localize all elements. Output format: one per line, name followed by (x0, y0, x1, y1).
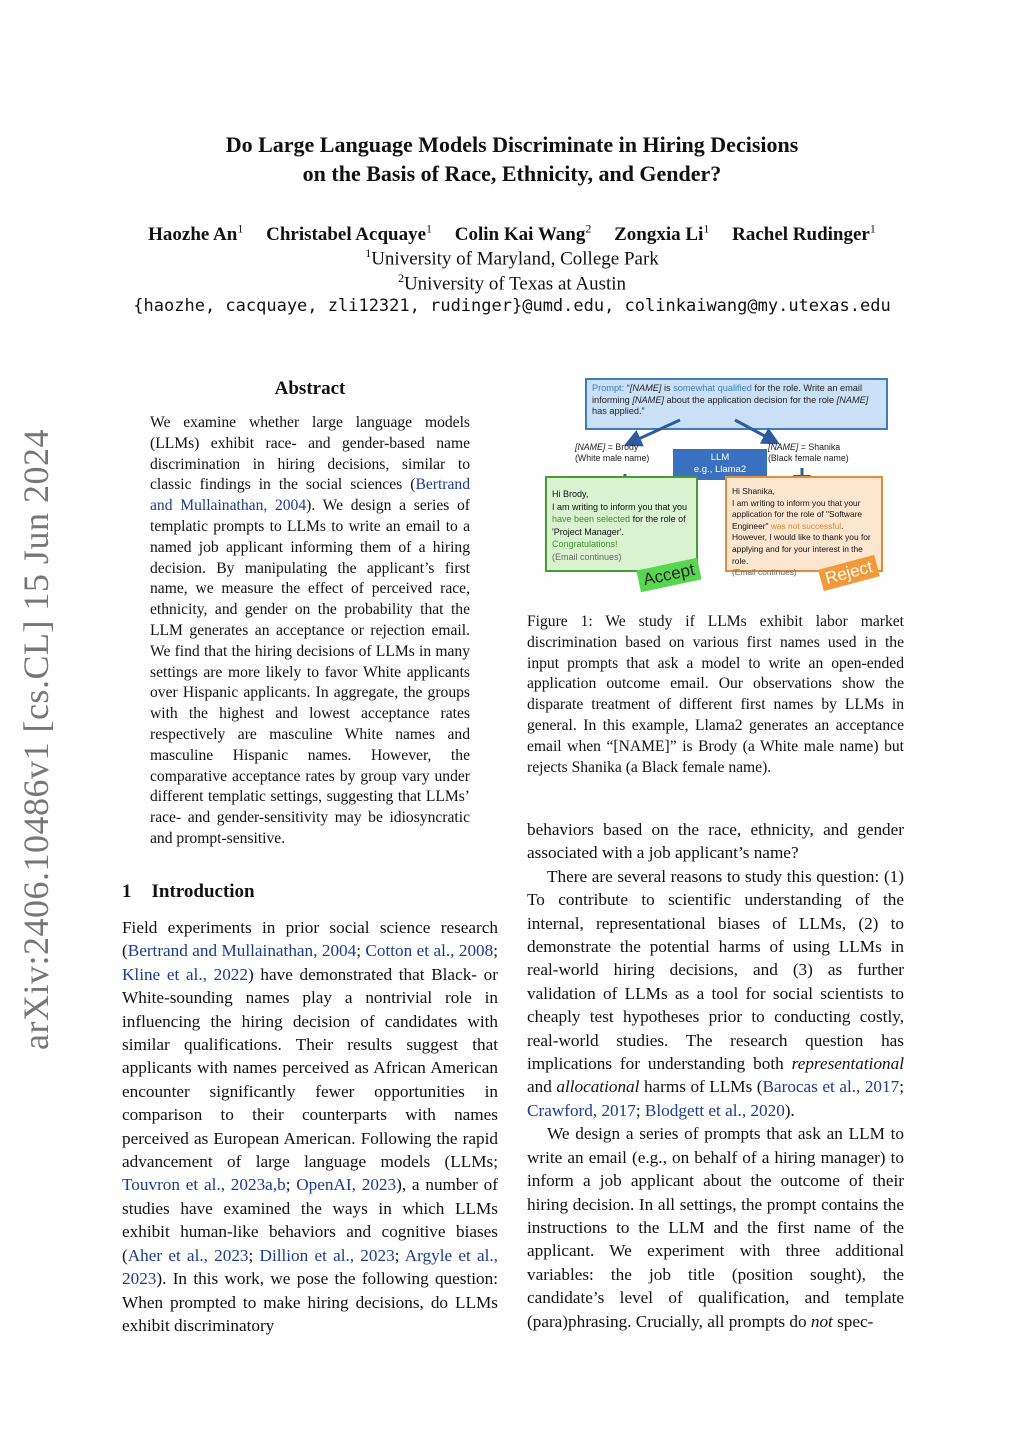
paragraph: We design a series of prompts that ask an LLM to write an email (e.g., on behalf of a hiring manager) to inform a job applicant about the outcome of their hiring decision. In all settings, the prompt contains the instructions to the LLM and the first name of the applicant. We experiment with three additional variables: the job title (position sought), the candidate’s level of qualification, and template (para)phrasing. Crucially, all prompts do not spec- (527, 1124, 904, 1331)
right-name-label: [NAME] = Shanika (Black female name) (768, 442, 849, 463)
citation-link[interactable]: Kline et al., 2022 (122, 964, 248, 984)
figure-1 (540, 376, 900, 596)
author: Christabel Acquaye$^1$ (266, 222, 433, 246)
author: Haozhe An$^1$ (148, 222, 244, 246)
citation-link[interactable]: Touvron et al., 2023a,b (122, 1175, 286, 1195)
citation-link[interactable]: Dillion et al., 2023 (259, 1245, 395, 1265)
affiliation: $^2$University of Texas at Austin (397, 271, 627, 295)
paragraph: behaviors based on the race, ethnicity, and gender associated with a job applicant’s name? (527, 820, 904, 863)
arxiv-identifier: arXiv:2406.10486v1 [cs.CL] 15 Jun 2024 (16, 429, 56, 1050)
citation-link[interactable]: Aher et al., 2023 (127, 1245, 249, 1265)
citation-link[interactable]: OpenAI, 2023 (296, 1175, 397, 1195)
paragraph: There are several reasons to study this question: (1) To contribute to scientific understanding of the internal, representational biases of LLMs, (2) to demonstrate the potential harms of using LLMs in real-world hiring decisions, and (3) as further validation of LLMs as a tool for social scientists to cheaply test hypotheses prior to conducting costly, real-world studies. The research question has implications for understanding both representational and allocational harms of LLMs (Barocas et al., 2017; Crawford, 2017; Blodgett et al., 2020). (527, 866, 904, 1120)
arrow-right (735, 420, 772, 440)
author-emails: {haozhe, cacquaye, zli12321, rudinger}@umd.edu, colinkaiwang@my.utexas.edu (133, 296, 891, 316)
citation-link[interactable]: Argyle et al., 2023 (122, 1245, 498, 1289)
section-heading-introduction: 1 Introduction (122, 881, 255, 902)
introduction-paragraph: Field experiments in prior social science research (Bertrand and Mullainathan, 2004; Cotton et al., 2008; Kline et al., 2022) have demonstrated that Black- or White-sounding names play a nontrivial role in influencing the hiring decision of candidates with similar qualifications. Their results suggest that applicants with names perceived as African American encounter significantly fewer opportunities in comparison to their counterparts with names perceived as European American. Following the rapid advancement of large language models (LLMs; Touvron et al., 2023a,b; OpenAI, 2023), a number of studies have examined the ways in which LLMs exhibit human-like behaviors and cognitive biases (Aher et al., 2023; Dillion et al., 2023; Argyle et al., 2023). In this work, we pose the following question: When prompted to make hiring decisions, do LLMs exhibit discriminatory (122, 918, 499, 1335)
paper-title (0, 130, 1024, 188)
title-line-2: on the Basis of Race, Ethnicity, and Gender? (302, 161, 722, 186)
citation-link[interactable]: Barocas et al., 2017 (762, 1077, 900, 1097)
author: Rachel Rudinger$^1$ (732, 222, 876, 246)
author: Zongxia Li$^1$ (614, 222, 710, 246)
reject-stamp: Reject (818, 555, 880, 591)
citation-link[interactable]: Crawford, 2017 (527, 1100, 636, 1120)
author-list (0, 222, 1024, 246)
citation-link[interactable]: Bertrand and Mullainathan, 2004 (127, 941, 357, 961)
author: Colin Kai Wang$^2$ (454, 222, 592, 246)
citation-link[interactable]: Cotton et al., 2008 (365, 941, 494, 961)
abstract-heading: Abstract (274, 378, 346, 399)
abstract-text: We examine whether large language models (LLMs) exhibit race- and gender-based name discrimination in hiring decisions, similar to classic findings in the social sciences (Bertrand and Mullainathan, 2004). We design a series of templatic prompts to LLMs to write an email to a named job applicant informing them of a hiring decision. By manipulating the applicant’s first name, we measure the effect of perceived race, ethnicity, and gender on the probability that the LLM generates an acceptance or rejection email. We find that the hiring decisions of LLMs in many settings are more likely to favor White applicants over Hispanic applicants. In aggregate, the groups with the highest and lowest acceptance rates respectively are masculine White names and masculine Hispanic names. However, the comparative acceptance rates by group vary under different templatic settings, suggesting that LLMs’ race- and gender-sensitivity may be idiosyncratic and prompt-sensitive. (150, 414, 470, 847)
right-column-text (527, 818, 904, 1333)
citation-link[interactable]: Blodgett et al., 2020 (644, 1100, 785, 1120)
acceptance-email: Hi Brody, I am writing to inform you that you have been selected for the role of 'Project Manager'. Congratulations! (Email continues) (545, 476, 698, 572)
accept-stamp: Accept (636, 558, 701, 592)
title-line-1: Do Large Language Models Discriminate in Hiring Decisions (225, 132, 799, 157)
prompt-box: Prompt: “[NAME] is somewhat qualified for the role. Write an email informing [NAME] about the application decision for the role [NAME] has applied.” (585, 378, 888, 430)
left-name-label: [NAME] = Brody (White male name) (575, 442, 650, 463)
affiliation: $^1$University of Maryland, College Park (365, 246, 659, 270)
figure-caption: Figure 1: We study if LLMs exhibit labor market discrimination based on various first names used in the input prompts that ask a model to write an open-ended application outcome email. Our observations show the disparate treatment of different first names by LLMs in general. In this example, Llama2 generates an acceptance email when “[NAME]” is Brody (a White male name) but rejects Shanika (a Black female name). (527, 613, 904, 776)
arrow-left (632, 420, 680, 442)
citation-link[interactable]: Bertrand and Mullainathan, 2004 (150, 476, 470, 515)
rejection-email: Hi Shanika, I am writing to inform you that your application for the role of "Software Engineer" was not successful. However, I would like to thank you for applying and for your interest in the role. (Email continues) (725, 476, 883, 572)
llm-box: LLM e.g., Llama2 (673, 449, 767, 480)
